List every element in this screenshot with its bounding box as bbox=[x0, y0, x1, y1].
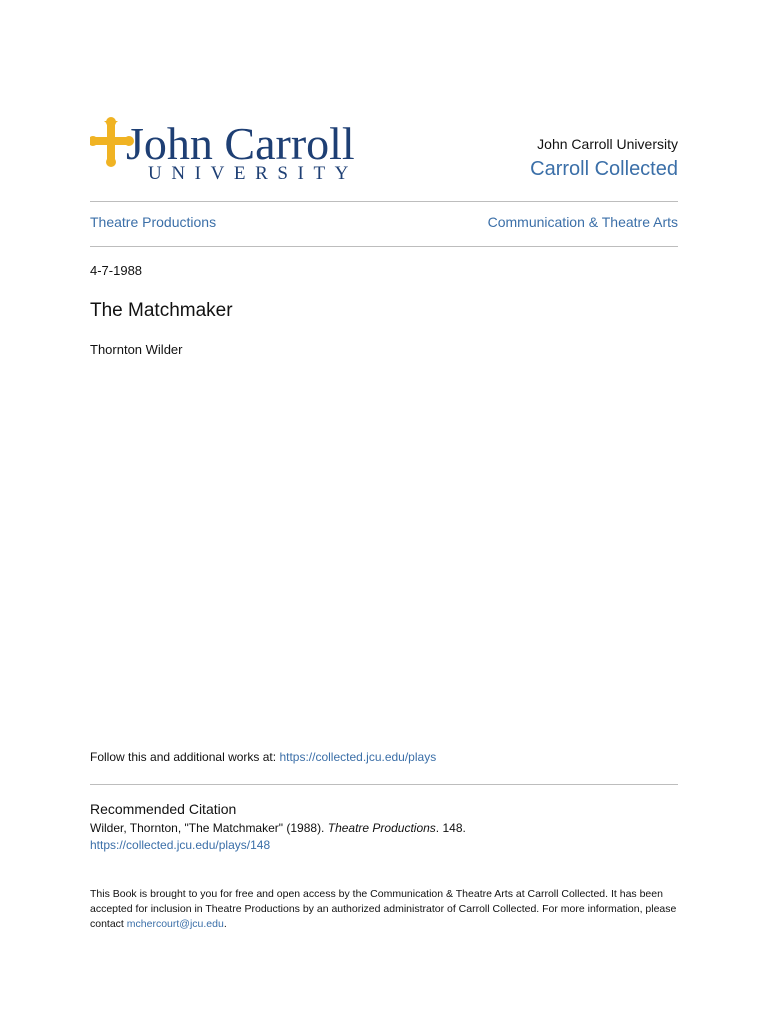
citation-series: Theatre Productions bbox=[327, 821, 436, 835]
university-logo bbox=[90, 117, 365, 183]
citation-text bbox=[90, 821, 466, 835]
logo-subtext: UNIVERSITY bbox=[148, 163, 358, 183]
publication-date: 4-7-1988 bbox=[90, 263, 143, 278]
series-link[interactable]: Theatre Productions bbox=[90, 214, 217, 230]
page-title: The Matchmaker bbox=[90, 300, 233, 321]
footer-divider bbox=[90, 784, 678, 785]
follow-line bbox=[90, 750, 436, 764]
follow-url-link[interactable]: https://collected.jcu.edu/plays bbox=[279, 750, 437, 764]
citation-url-link[interactable]: https://collected.jcu.edu/plays/148 bbox=[90, 838, 271, 852]
header-divider bbox=[90, 201, 678, 202]
department-link[interactable]: Communication & Theatre Arts bbox=[487, 214, 678, 230]
citation-before: Wilder, Thornton, "The Matchmaker" (1988). bbox=[90, 821, 328, 835]
contact-email-link[interactable]: mchercourt@jcu.edu bbox=[126, 918, 224, 930]
access-end: . bbox=[223, 918, 227, 930]
author-name: Thornton Wilder bbox=[90, 342, 183, 357]
access-statement bbox=[90, 887, 680, 932]
citation-after: . 148. bbox=[435, 821, 466, 835]
follow-text: Follow this and additional works at: bbox=[90, 750, 280, 764]
institution-name: John Carroll University bbox=[537, 136, 678, 152]
citation-heading: Recommended Citation bbox=[90, 801, 237, 817]
access-text: This Book is brought to you for free and open access by the Communication & Theatre Arts at Carroll Collected. It has been accepted for inclusion in Theatre Productions by an authorized administrator of Carroll Collected. For more information, please contact bbox=[90, 888, 677, 930]
repository-link[interactable]: Carroll Collected bbox=[530, 158, 678, 180]
logo-wordmark: John Carroll bbox=[126, 118, 355, 169]
nav-divider bbox=[90, 246, 678, 247]
